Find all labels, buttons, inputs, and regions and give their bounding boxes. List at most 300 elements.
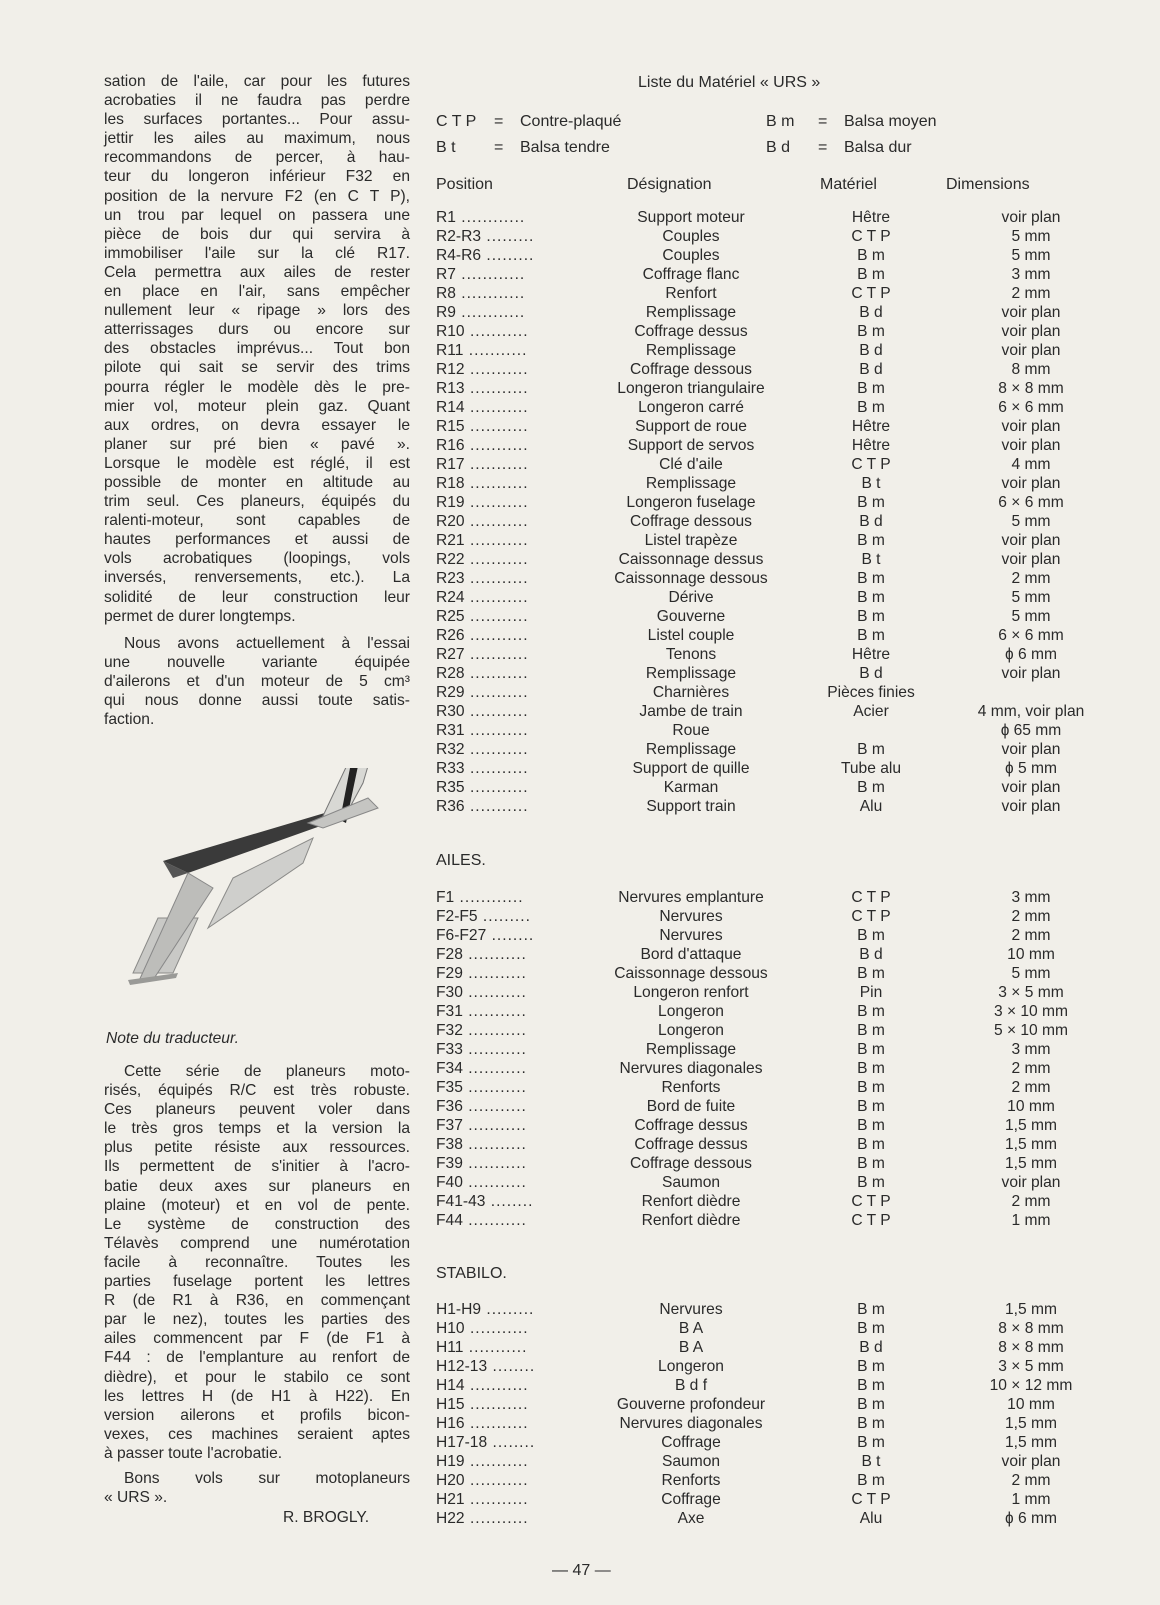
leader-dots: ........ xyxy=(487,1358,536,1375)
position-code: H21 xyxy=(436,1491,465,1508)
part-designation: Nervures diagonales xyxy=(619,1060,763,1077)
part-material: B m xyxy=(857,494,885,511)
position-code: F2-F5 xyxy=(436,908,478,925)
text-line: solidité de leur construction leur xyxy=(104,588,410,606)
leader-dots: ........... xyxy=(464,323,529,340)
position-code: F44 xyxy=(436,1212,463,1229)
leader-dots: ........... xyxy=(464,494,529,511)
text-line: dièdre), et pour le stabilo ce sont xyxy=(104,1368,410,1386)
text-line: risés, équipés R/C est très robuste. xyxy=(104,1082,410,1100)
part-position xyxy=(436,417,586,436)
text-line: batie deux axes sur planeurs en xyxy=(104,1177,410,1195)
part-dimensions: 8 × 8 mm xyxy=(998,380,1064,397)
table-row xyxy=(436,1376,1116,1395)
leader-dots: ........... xyxy=(464,513,529,530)
leader-dots: ........... xyxy=(464,1415,529,1432)
position-code: R16 xyxy=(436,437,465,454)
position-code: R22 xyxy=(436,551,465,568)
part-designation: Coffrage flanc xyxy=(642,266,740,283)
part-material: Pièces finies xyxy=(827,684,915,701)
table-row xyxy=(436,1452,1116,1471)
position-code: R36 xyxy=(436,798,465,815)
table-row xyxy=(436,569,1116,588)
table-row xyxy=(436,1116,1116,1135)
part-material: B m xyxy=(857,1117,885,1134)
part-material: B m xyxy=(857,779,885,796)
part-designation: Coffrage xyxy=(661,1491,721,1508)
abbr-bm xyxy=(766,113,937,131)
part-dimensions: 2 mm xyxy=(1011,908,1051,925)
part-dimensions: 3 × 10 mm xyxy=(993,1003,1069,1020)
part-position xyxy=(436,1338,586,1357)
position-code: F40 xyxy=(436,1174,463,1191)
part-position xyxy=(436,1211,586,1230)
leader-dots: ........... xyxy=(462,1098,527,1115)
table-row xyxy=(436,588,1116,607)
abbr-code: B d xyxy=(766,139,791,156)
part-designation: Nervures emplanture xyxy=(618,889,764,906)
position-code: R31 xyxy=(436,722,465,739)
table-row xyxy=(436,1002,1116,1021)
part-material: B m xyxy=(857,608,885,625)
leader-dots: ........... xyxy=(462,1174,527,1191)
text-line: les lettres H (de H1 à H22). En xyxy=(104,1387,410,1405)
part-dimensions: ɸ 5 mm xyxy=(1005,760,1057,777)
abbr-meaning: Balsa dur xyxy=(844,139,912,156)
table-row xyxy=(436,1040,1116,1059)
part-designation: Nervures xyxy=(659,1301,723,1318)
part-position xyxy=(436,493,586,512)
table-row xyxy=(436,208,1116,227)
table-row xyxy=(436,702,1116,721)
table-row xyxy=(436,436,1116,455)
part-position xyxy=(436,1040,586,1059)
part-material: B m xyxy=(857,247,885,264)
part-dimensions: voir plan xyxy=(1001,475,1061,492)
text-line: des obstacles imprévus... Tout bon xyxy=(104,340,410,358)
part-material: C T P xyxy=(851,1212,891,1229)
part-dimensions: voir plan xyxy=(1001,798,1061,815)
table-row xyxy=(436,1192,1116,1211)
position-code: F33 xyxy=(436,1041,463,1058)
part-dimensions: voir plan xyxy=(1001,779,1061,796)
part-position xyxy=(436,550,586,569)
table-row xyxy=(436,926,1116,945)
part-dimensions: voir plan xyxy=(1001,418,1061,435)
part-material: B d xyxy=(859,304,883,321)
position-code: R14 xyxy=(436,399,465,416)
table-row xyxy=(436,531,1116,550)
position-code: R25 xyxy=(436,608,465,625)
part-designation: Caissonnage dessus xyxy=(618,551,764,568)
part-position xyxy=(436,284,586,303)
part-material: B m xyxy=(857,1041,885,1058)
part-position xyxy=(436,588,586,607)
abbr-code: B t xyxy=(436,139,456,156)
part-position xyxy=(436,888,586,907)
part-position xyxy=(436,436,586,455)
paragraph-4 xyxy=(104,1469,410,1507)
part-material: B d xyxy=(859,665,883,682)
leader-dots: ........... xyxy=(464,760,529,777)
list-title: Liste du Matériel « URS » xyxy=(638,74,821,91)
part-material: Tube alu xyxy=(840,760,902,777)
leader-dots: ............ xyxy=(455,304,526,321)
part-designation: Listel trapèze xyxy=(644,532,738,549)
position-code: R15 xyxy=(436,418,465,435)
text-line: position de la nervure F2 (en C T P), xyxy=(104,187,410,205)
table-row xyxy=(436,607,1116,626)
leader-dots: ......... xyxy=(477,908,531,925)
part-material: B m xyxy=(857,266,885,283)
text-line: « URS ». xyxy=(104,1489,168,1507)
part-dimensions: 3 mm xyxy=(1011,266,1051,283)
part-position xyxy=(436,455,586,474)
part-designation: Coffrage dessous xyxy=(630,1155,752,1172)
part-dimensions: 1,5 mm xyxy=(1005,1136,1057,1153)
part-position xyxy=(436,512,586,531)
table-row xyxy=(436,1300,1116,1319)
position-code: H22 xyxy=(436,1510,465,1527)
table-row xyxy=(436,759,1116,778)
position-code: R8 xyxy=(436,285,456,302)
part-designation: Longeron renfort xyxy=(633,984,749,1001)
article-column-top xyxy=(104,72,410,729)
table-row xyxy=(436,398,1116,417)
part-designation: Remplissage xyxy=(645,342,737,359)
part-designation: Saumon xyxy=(661,1453,721,1470)
part-material: B m xyxy=(857,741,885,758)
part-dimensions: 8 × 8 mm xyxy=(998,1339,1064,1356)
header-designation: Désignation xyxy=(627,176,712,193)
part-material: C T P xyxy=(851,1193,891,1210)
text-line: d'ailerons et d'un moteur de 5 cm³ xyxy=(104,672,410,690)
text-line: Bons vols sur motoplaneurs xyxy=(124,1469,410,1487)
leader-dots: ........... xyxy=(464,1510,529,1527)
text-line: ailes commencent par F (de F1 à xyxy=(104,1330,410,1348)
text-line: Télavès comprend une numérotation xyxy=(104,1234,410,1252)
leader-dots: ........... xyxy=(464,722,529,739)
signature: R. BROGLY. xyxy=(283,1509,370,1526)
position-code: R11 xyxy=(436,342,464,359)
wing-parts-table xyxy=(436,888,1116,1230)
leader-dots: ........... xyxy=(462,1212,527,1229)
part-material: B m xyxy=(857,1174,885,1191)
part-position xyxy=(436,907,586,926)
position-code: R27 xyxy=(436,646,465,663)
leader-dots: ........... xyxy=(464,1396,529,1413)
leader-dots: ........... xyxy=(462,1155,527,1172)
part-dimensions: 5 mm xyxy=(1011,247,1051,264)
leader-dots: ........... xyxy=(462,984,527,1001)
text-line: pourra régler le modèle dès le pre- xyxy=(104,378,410,396)
part-dimensions: 5 × 10 mm xyxy=(993,1022,1069,1039)
part-designation: B d f xyxy=(674,1377,708,1394)
table-row xyxy=(436,964,1116,983)
table-row xyxy=(436,265,1116,284)
part-dimensions: 3 × 5 mm xyxy=(998,984,1064,1001)
table-row xyxy=(436,740,1116,759)
table-row xyxy=(436,550,1116,569)
part-dimensions: ɸ 65 mm xyxy=(1000,722,1062,739)
part-material: Hêtre xyxy=(851,418,891,435)
leader-dots: ......... xyxy=(481,228,535,245)
part-material: B m xyxy=(857,1098,885,1115)
part-designation: Jambe de train xyxy=(639,703,743,720)
part-dimensions: 2 mm xyxy=(1011,1193,1051,1210)
table-row xyxy=(436,645,1116,664)
part-position xyxy=(436,1376,586,1395)
leader-dots: ........... xyxy=(464,779,529,796)
position-code: R20 xyxy=(436,513,465,530)
part-material: C T P xyxy=(851,228,891,245)
part-designation: Nervures diagonales xyxy=(619,1415,763,1432)
position-code: F41-43 xyxy=(436,1193,486,1210)
leader-dots: ........... xyxy=(464,380,529,397)
part-designation: Coffrage dessus xyxy=(634,1136,748,1153)
part-position xyxy=(436,208,586,227)
leader-dots: ........... xyxy=(463,342,528,359)
part-position xyxy=(436,1192,586,1211)
part-designation: Longeron carré xyxy=(638,399,744,416)
table-row xyxy=(436,983,1116,1002)
part-position xyxy=(436,1154,586,1173)
position-code: R12 xyxy=(436,361,465,378)
part-dimensions: 5 mm xyxy=(1011,589,1051,606)
part-material: B m xyxy=(857,1060,885,1077)
part-dimensions: 2 mm xyxy=(1011,570,1051,587)
text-line: pilote qui sait se servir des trims xyxy=(104,359,410,377)
part-dimensions: 1,5 mm xyxy=(1005,1415,1057,1432)
text-line: pièce de bois dur qui servira à xyxy=(104,225,410,243)
part-dimensions: ɸ 6 mm xyxy=(1005,1510,1057,1527)
table-row xyxy=(436,1338,1116,1357)
part-designation: Listel couple xyxy=(647,627,735,644)
part-material: C T P xyxy=(851,889,891,906)
position-code: F34 xyxy=(436,1060,463,1077)
position-code: H20 xyxy=(436,1472,465,1489)
table-row xyxy=(436,379,1116,398)
text-line: ralenti-moteur, sont capables de xyxy=(104,512,410,530)
part-position xyxy=(436,1002,586,1021)
part-dimensions: 5 mm xyxy=(1011,228,1051,245)
part-designation: Renforts xyxy=(661,1472,721,1489)
leader-dots: ........... xyxy=(462,946,527,963)
part-dimensions: 3 × 5 mm xyxy=(998,1358,1064,1375)
position-code: R17 xyxy=(436,456,465,473)
part-material: B t xyxy=(861,551,881,568)
part-designation: Remplissage xyxy=(645,304,737,321)
part-dimensions: 1,5 mm xyxy=(1005,1301,1057,1318)
part-designation: Tenons xyxy=(665,646,717,663)
text-line: Lorsque le modèle est réglé, il est xyxy=(104,454,410,472)
part-designation: Caissonnage dessous xyxy=(614,570,768,587)
paragraph-2 xyxy=(104,634,410,729)
part-material: B m xyxy=(857,1358,885,1375)
part-dimensions: 1 mm xyxy=(1011,1212,1051,1229)
part-dimensions: 1,5 mm xyxy=(1005,1117,1057,1134)
position-code: H19 xyxy=(436,1453,465,1470)
abbr-eq: = xyxy=(818,139,828,156)
part-material: B m xyxy=(857,570,885,587)
leader-dots: ........... xyxy=(464,684,529,701)
table-row xyxy=(436,888,1116,907)
table-row xyxy=(436,1433,1116,1452)
part-material: B d xyxy=(859,1339,883,1356)
part-designation: Caissonnage dessous xyxy=(614,965,768,982)
position-code: R4-R6 xyxy=(436,247,482,264)
table-row xyxy=(436,797,1116,816)
part-dimensions: 10 × 12 mm xyxy=(989,1377,1073,1394)
header-position: Position xyxy=(436,176,493,193)
text-line: atterrissages durs ou encore sur xyxy=(104,321,410,339)
part-position xyxy=(436,740,586,759)
text-line: aux ordres, on devra essayer le xyxy=(104,416,410,434)
part-dimensions: 5 mm xyxy=(1011,608,1051,625)
part-dimensions: 8 mm xyxy=(1011,361,1051,378)
position-code: F31 xyxy=(436,1003,463,1020)
leader-dots: ......... xyxy=(481,247,535,264)
part-material: B m xyxy=(857,1301,885,1318)
part-material: B d xyxy=(859,513,883,530)
abbr-eq: = xyxy=(494,139,504,156)
position-code: R18 xyxy=(436,475,465,492)
table-row xyxy=(436,360,1116,379)
part-dimensions: voir plan xyxy=(1001,551,1061,568)
position-code: F32 xyxy=(436,1022,463,1039)
part-designation: Nervures xyxy=(659,908,723,925)
leader-dots: ........... xyxy=(464,589,529,606)
table-row xyxy=(436,493,1116,512)
part-dimensions: 10 mm xyxy=(1007,946,1055,963)
part-designation: Support de servos xyxy=(627,437,755,454)
part-material: Hêtre xyxy=(851,646,891,663)
leader-dots: ............ xyxy=(455,209,526,226)
part-dimensions: 2 mm xyxy=(1011,1472,1051,1489)
part-material: C T P xyxy=(851,285,891,302)
text-line: inversés, renversements, etc.). La xyxy=(104,569,410,587)
text-line: jettir les ailes au maximum, nous xyxy=(104,130,410,148)
text-line: sation de l'aile, car pour les futures xyxy=(104,73,410,90)
part-position xyxy=(436,1509,586,1528)
leader-dots: ........... xyxy=(462,965,527,982)
position-code: R2-R3 xyxy=(436,228,482,245)
part-position xyxy=(436,1135,586,1154)
part-dimensions: 1 mm xyxy=(1011,1491,1051,1508)
leader-dots: ........... xyxy=(462,1136,527,1153)
part-designation: Bord d'attaque xyxy=(640,946,742,963)
note-title: Note du traducteur. xyxy=(106,1030,239,1047)
table-row xyxy=(436,1078,1116,1097)
text-line: facile à reconnaître. Toutes les xyxy=(104,1253,410,1271)
part-designation: Coffrage dessus xyxy=(634,1117,748,1134)
position-code: R19 xyxy=(436,494,465,511)
position-code: R21 xyxy=(436,532,465,549)
position-code: R30 xyxy=(436,703,465,720)
part-position xyxy=(436,303,586,322)
part-material: B m xyxy=(857,1472,885,1489)
table-row xyxy=(436,455,1116,474)
part-position xyxy=(436,1059,586,1078)
part-position xyxy=(436,759,586,778)
position-code: R23 xyxy=(436,570,465,587)
leader-dots: ........... xyxy=(464,399,529,416)
part-designation: B A xyxy=(678,1339,704,1356)
part-designation: Support de roue xyxy=(635,418,747,435)
part-position xyxy=(436,398,586,417)
part-dimensions: 5 mm xyxy=(1011,513,1051,530)
part-material: B m xyxy=(857,1396,885,1413)
text-line: le très gros temps et la version la xyxy=(104,1120,410,1138)
position-code: R9 xyxy=(436,304,456,321)
part-dimensions: 3 mm xyxy=(1011,889,1051,906)
part-dimensions: voir plan xyxy=(1001,342,1061,359)
part-designation: Renfort dièdre xyxy=(641,1212,741,1229)
part-position xyxy=(436,607,586,626)
abbr-eq: = xyxy=(494,113,504,130)
part-position xyxy=(436,926,586,945)
part-dimensions: 3 mm xyxy=(1011,1041,1051,1058)
text-line: acrobaties il ne faudra pas perdre xyxy=(104,92,410,110)
part-designation: B A xyxy=(678,1320,704,1337)
part-position xyxy=(436,964,586,983)
text-line: qui nous donne aussi toute satis- xyxy=(104,692,410,709)
part-material: B m xyxy=(857,323,885,340)
part-position xyxy=(436,683,586,702)
position-code: R7 xyxy=(436,266,456,283)
leader-dots: ............ xyxy=(454,889,524,906)
part-designation: Support de quille xyxy=(632,760,750,777)
part-position xyxy=(436,227,586,246)
part-dimensions: voir plan xyxy=(1001,741,1061,758)
part-material: Hêtre xyxy=(851,209,891,226)
table-row xyxy=(436,907,1116,926)
part-material: B m xyxy=(857,1415,885,1432)
part-position xyxy=(436,1490,586,1509)
leader-dots: ........... xyxy=(464,532,529,549)
leader-dots: ........... xyxy=(464,475,529,492)
part-position xyxy=(436,1097,586,1116)
part-designation: Roue xyxy=(672,722,710,739)
table-row xyxy=(436,417,1116,436)
position-code: H15 xyxy=(436,1396,465,1413)
table-row xyxy=(436,1509,1116,1528)
part-designation: Longeron triangulaire xyxy=(617,380,765,397)
part-material: B d xyxy=(859,946,883,963)
part-material: B m xyxy=(857,1434,885,1451)
text-line: teur du longeron inférieur F32 en xyxy=(104,168,410,186)
part-position xyxy=(436,265,586,284)
part-material: B m xyxy=(857,965,885,982)
part-position xyxy=(436,1452,586,1471)
table-row xyxy=(436,227,1116,246)
text-line: Ces planeurs peuvent voler dans xyxy=(104,1101,410,1119)
part-material: C T P xyxy=(851,1491,891,1508)
part-designation: Remplissage xyxy=(645,1041,737,1058)
position-code: R35 xyxy=(436,779,465,796)
position-code: R24 xyxy=(436,589,465,606)
part-material: B m xyxy=(857,1022,885,1039)
part-position xyxy=(436,1078,586,1097)
abbr-meaning: Balsa tendre xyxy=(520,139,610,156)
text-line: plus petite résiste aux ressources. xyxy=(104,1139,410,1157)
position-code: R26 xyxy=(436,627,465,644)
leader-dots: ........... xyxy=(462,1003,527,1020)
part-dimensions: 6 × 6 mm xyxy=(998,627,1064,644)
part-position xyxy=(436,1414,586,1433)
part-dimensions: voir plan xyxy=(1001,1453,1061,1470)
leader-dots: ........... xyxy=(462,1060,527,1077)
